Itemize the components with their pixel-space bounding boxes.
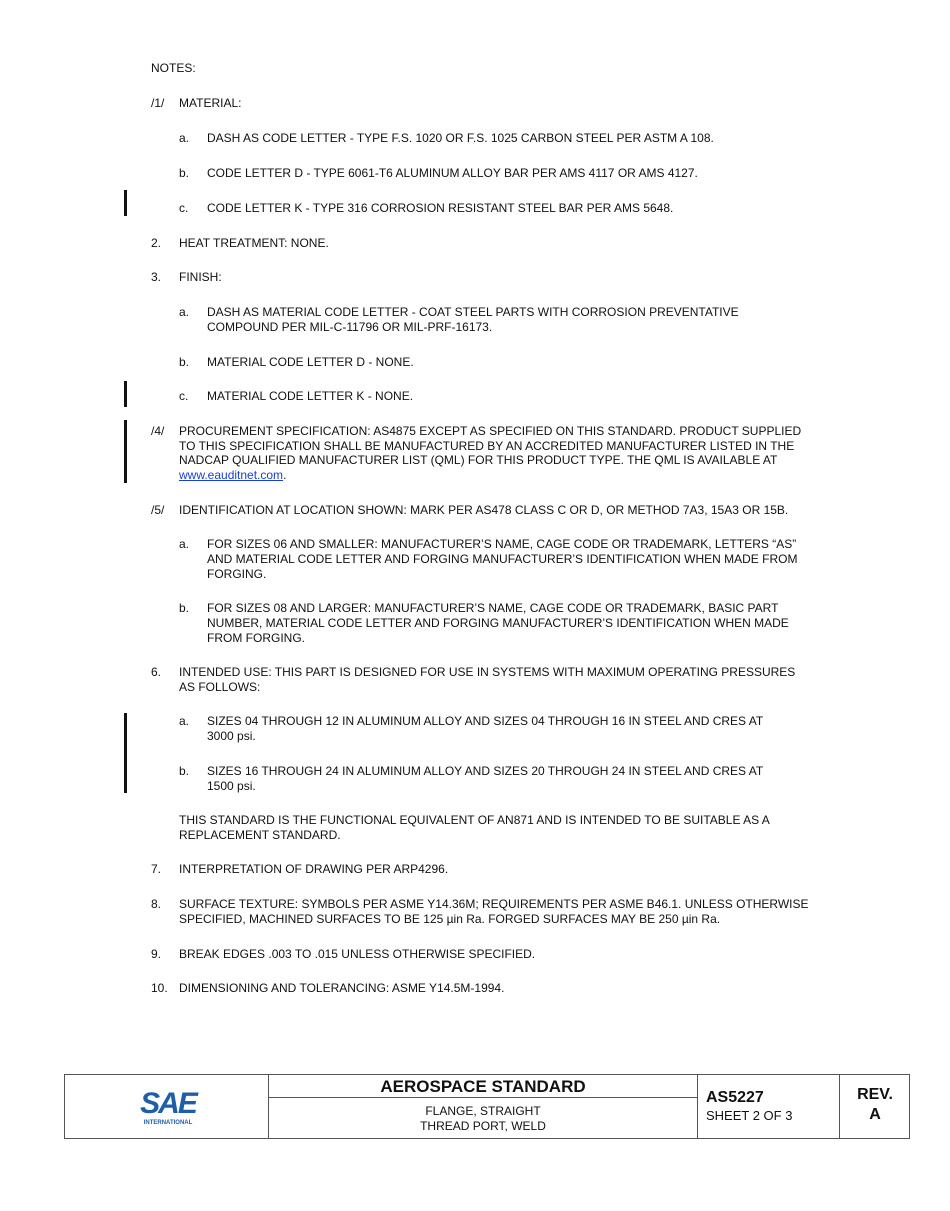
revision-bar [124, 190, 127, 216]
note-1a-label: a. [179, 131, 190, 145]
note-6-number: 6. [151, 665, 162, 679]
note-4-line1: PROCUREMENT SPECIFICATION: AS4875 EXCEPT AS SPECIFIED ON THIS STANDARD. PRODUCT SUPPLIED [179, 424, 802, 438]
note-6b-label: b. [179, 764, 190, 778]
note-5-number: /5/ [151, 503, 165, 517]
note-5a-line2: AND MATERIAL CODE LETTER AND FORGING MANUFACTURER’S IDENTIFICATION WHEN MADE FROM [207, 552, 798, 566]
revision [841, 1085, 909, 1125]
note-3a-line2: COMPOUND PER MIL-C-11796 OR MIL-PRF-16173. [207, 320, 493, 334]
note-5b-line3: FROM FORGING. [207, 631, 305, 645]
note-4-line3: NADCAP QUALIFIED MANUFACTURER LIST (QML) FOR THIS PRODUCT TYPE. THE QML IS AVAILABLE AT [179, 453, 778, 467]
note-6b-line1: SIZES 16 THROUGH 24 IN ALUMINUM ALLOY AND SIZES 20 THROUGH 24 IN STEEL AND CRES AT [207, 764, 764, 778]
note-1c-label: c. [179, 201, 189, 215]
note-6-paragraph-line1: THIS STANDARD IS THE FUNCTIONAL EQUIVALENT OF AN871 AND IS INTENDED TO BE SUITABLE AS A [179, 813, 770, 827]
logo-text: SAE [140, 1087, 196, 1120]
note-4-line2: TO THIS SPECIFICATION SHALL BE MANUFACTURED BY AN ACCREDITED MANUFACTURER LISTED IN THE [179, 439, 795, 453]
note-3-number: 3. [151, 270, 162, 284]
note-2-text: HEAT TREATMENT: NONE. [179, 236, 329, 250]
note-5a-label: a. [179, 537, 190, 551]
note-9-number: 9. [151, 947, 162, 961]
note-2-number: 2. [151, 236, 162, 250]
note-3-text: FINISH: [179, 270, 222, 284]
note-3b-label: b. [179, 355, 190, 369]
sae-logo [133, 1083, 203, 1131]
note-7-text: INTERPRETATION OF DRAWING PER ARP4296. [179, 862, 449, 876]
note-5-text: IDENTIFICATION AT LOCATION SHOWN: MARK PER AS478 CLASS C OR D, OR METHOD 7A3, 15A3 OR 15B. [179, 503, 789, 517]
title-block-divider [697, 1075, 698, 1138]
note-1b-text: CODE LETTER D - TYPE 6061-T6 ALUMINUM ALLOY BAR PER AMS 4117 OR AMS 4127. [207, 166, 698, 180]
note-1-number: /1/ [151, 96, 165, 110]
note-1a-text: DASH AS CODE LETTER - TYPE F.S. 1020 OR F.S. 1025 CARBON STEEL PER ASTM A 108. [207, 131, 714, 145]
note-6-line2: AS FOLLOWS: [179, 680, 261, 694]
note-8-line2: SPECIFIED, MACHINED SURFACES TO BE 125 µin Ra. FORGED SURFACES MAY BE 250 µin Ra. [179, 912, 721, 926]
revision-label: REV. [857, 1086, 893, 1103]
note-1b-label: b. [179, 166, 190, 180]
note-5a-line3: FORGING. [207, 567, 267, 581]
note-6a-label: a. [179, 714, 190, 728]
note-10-text: DIMENSIONING AND TOLERANCING: ASME Y14.5M-1994. [179, 981, 505, 995]
note-6-paragraph-line2: REPLACEMENT STANDARD. [179, 828, 341, 842]
revision-bar [124, 420, 127, 483]
title-block-divider [839, 1075, 840, 1138]
note-3b-text: MATERIAL CODE LETTER D - NONE. [207, 355, 414, 369]
notes-heading: NOTES: [151, 61, 196, 75]
subtitle-line2: THREAD PORT, WELD [420, 1119, 546, 1133]
subtitle-line1: FLANGE, STRAIGHT [425, 1104, 541, 1118]
note-1c-text: CODE LETTER K - TYPE 316 CORROSION RESISTANT STEEL BAR PER AMS 5648. [207, 201, 674, 215]
note-9-text: BREAK EDGES .003 TO .015 UNLESS OTHERWISE SPECIFIED. [179, 947, 536, 961]
title-block [64, 1074, 910, 1139]
note-3c-text: MATERIAL CODE LETTER K - NONE. [207, 389, 414, 403]
document-number: AS5227 [706, 1089, 764, 1106]
logo-subtext: INTERNATIONAL [143, 1120, 193, 1126]
note-1-text: MATERIAL: [179, 96, 242, 110]
revision-value: A [869, 1106, 881, 1123]
note-6a-line2: 3000 psi. [207, 729, 256, 743]
note-4-line4 [179, 468, 286, 483]
note-5b-line2: NUMBER, MATERIAL CODE LETTER AND FORGING MANUFACTURER’S IDENTIFICATION WHEN MADE [207, 616, 789, 630]
note-5b-line1: FOR SIZES 08 AND LARGER: MANUFACTURER’S NAME, CAGE CODE OR TRADEMARK, BASIC PART [207, 601, 779, 615]
note-3c-label: c. [179, 389, 189, 403]
note-6-line1: INTENDED USE: THIS PART IS DESIGNED FOR USE IN SYSTEMS WITH MAXIMUM OPERATING PRESSURES [179, 665, 796, 679]
note-4-link-suffix: . [283, 468, 287, 482]
standard-title: AEROSPACE STANDARD [380, 1077, 586, 1096]
note-6a-line1: SIZES 04 THROUGH 12 IN ALUMINUM ALLOY AND SIZES 04 THROUGH 16 IN STEEL AND CRES AT [207, 714, 764, 728]
note-5b-label: b. [179, 601, 190, 615]
qml-link[interactable]: www.eauditnet.com [179, 468, 284, 482]
note-4-number: /4/ [151, 424, 165, 438]
sae-logo-icon [133, 1083, 203, 1131]
note-8-number: 8. [151, 897, 162, 911]
sheet-number: SHEET 2 OF 3 [706, 1108, 793, 1123]
note-5a-line1: FOR SIZES 06 AND SMALLER: MANUFACTURER’S NAME, CAGE CODE OR TRADEMARK, LETTERS “AS” [207, 537, 797, 551]
note-6b-line2: 1500 psi. [207, 779, 256, 793]
document-subtitle [269, 1104, 697, 1134]
note-8-line1: SURFACE TEXTURE: SYMBOLS PER ASME Y14.36M; REQUIREMENTS PER ASME B46.1. UNLESS OTHERWISE [179, 897, 809, 911]
title-divider [269, 1097, 697, 1098]
revision-bar [124, 713, 127, 793]
note-7-number: 7. [151, 862, 162, 876]
note-3a-line1: DASH AS MATERIAL CODE LETTER - COAT STEEL PARTS WITH CORROSION PREVENTATIVE [207, 305, 739, 319]
revision-bar [124, 381, 127, 407]
note-3a-label: a. [179, 305, 190, 319]
note-10-number: 10. [151, 981, 168, 995]
